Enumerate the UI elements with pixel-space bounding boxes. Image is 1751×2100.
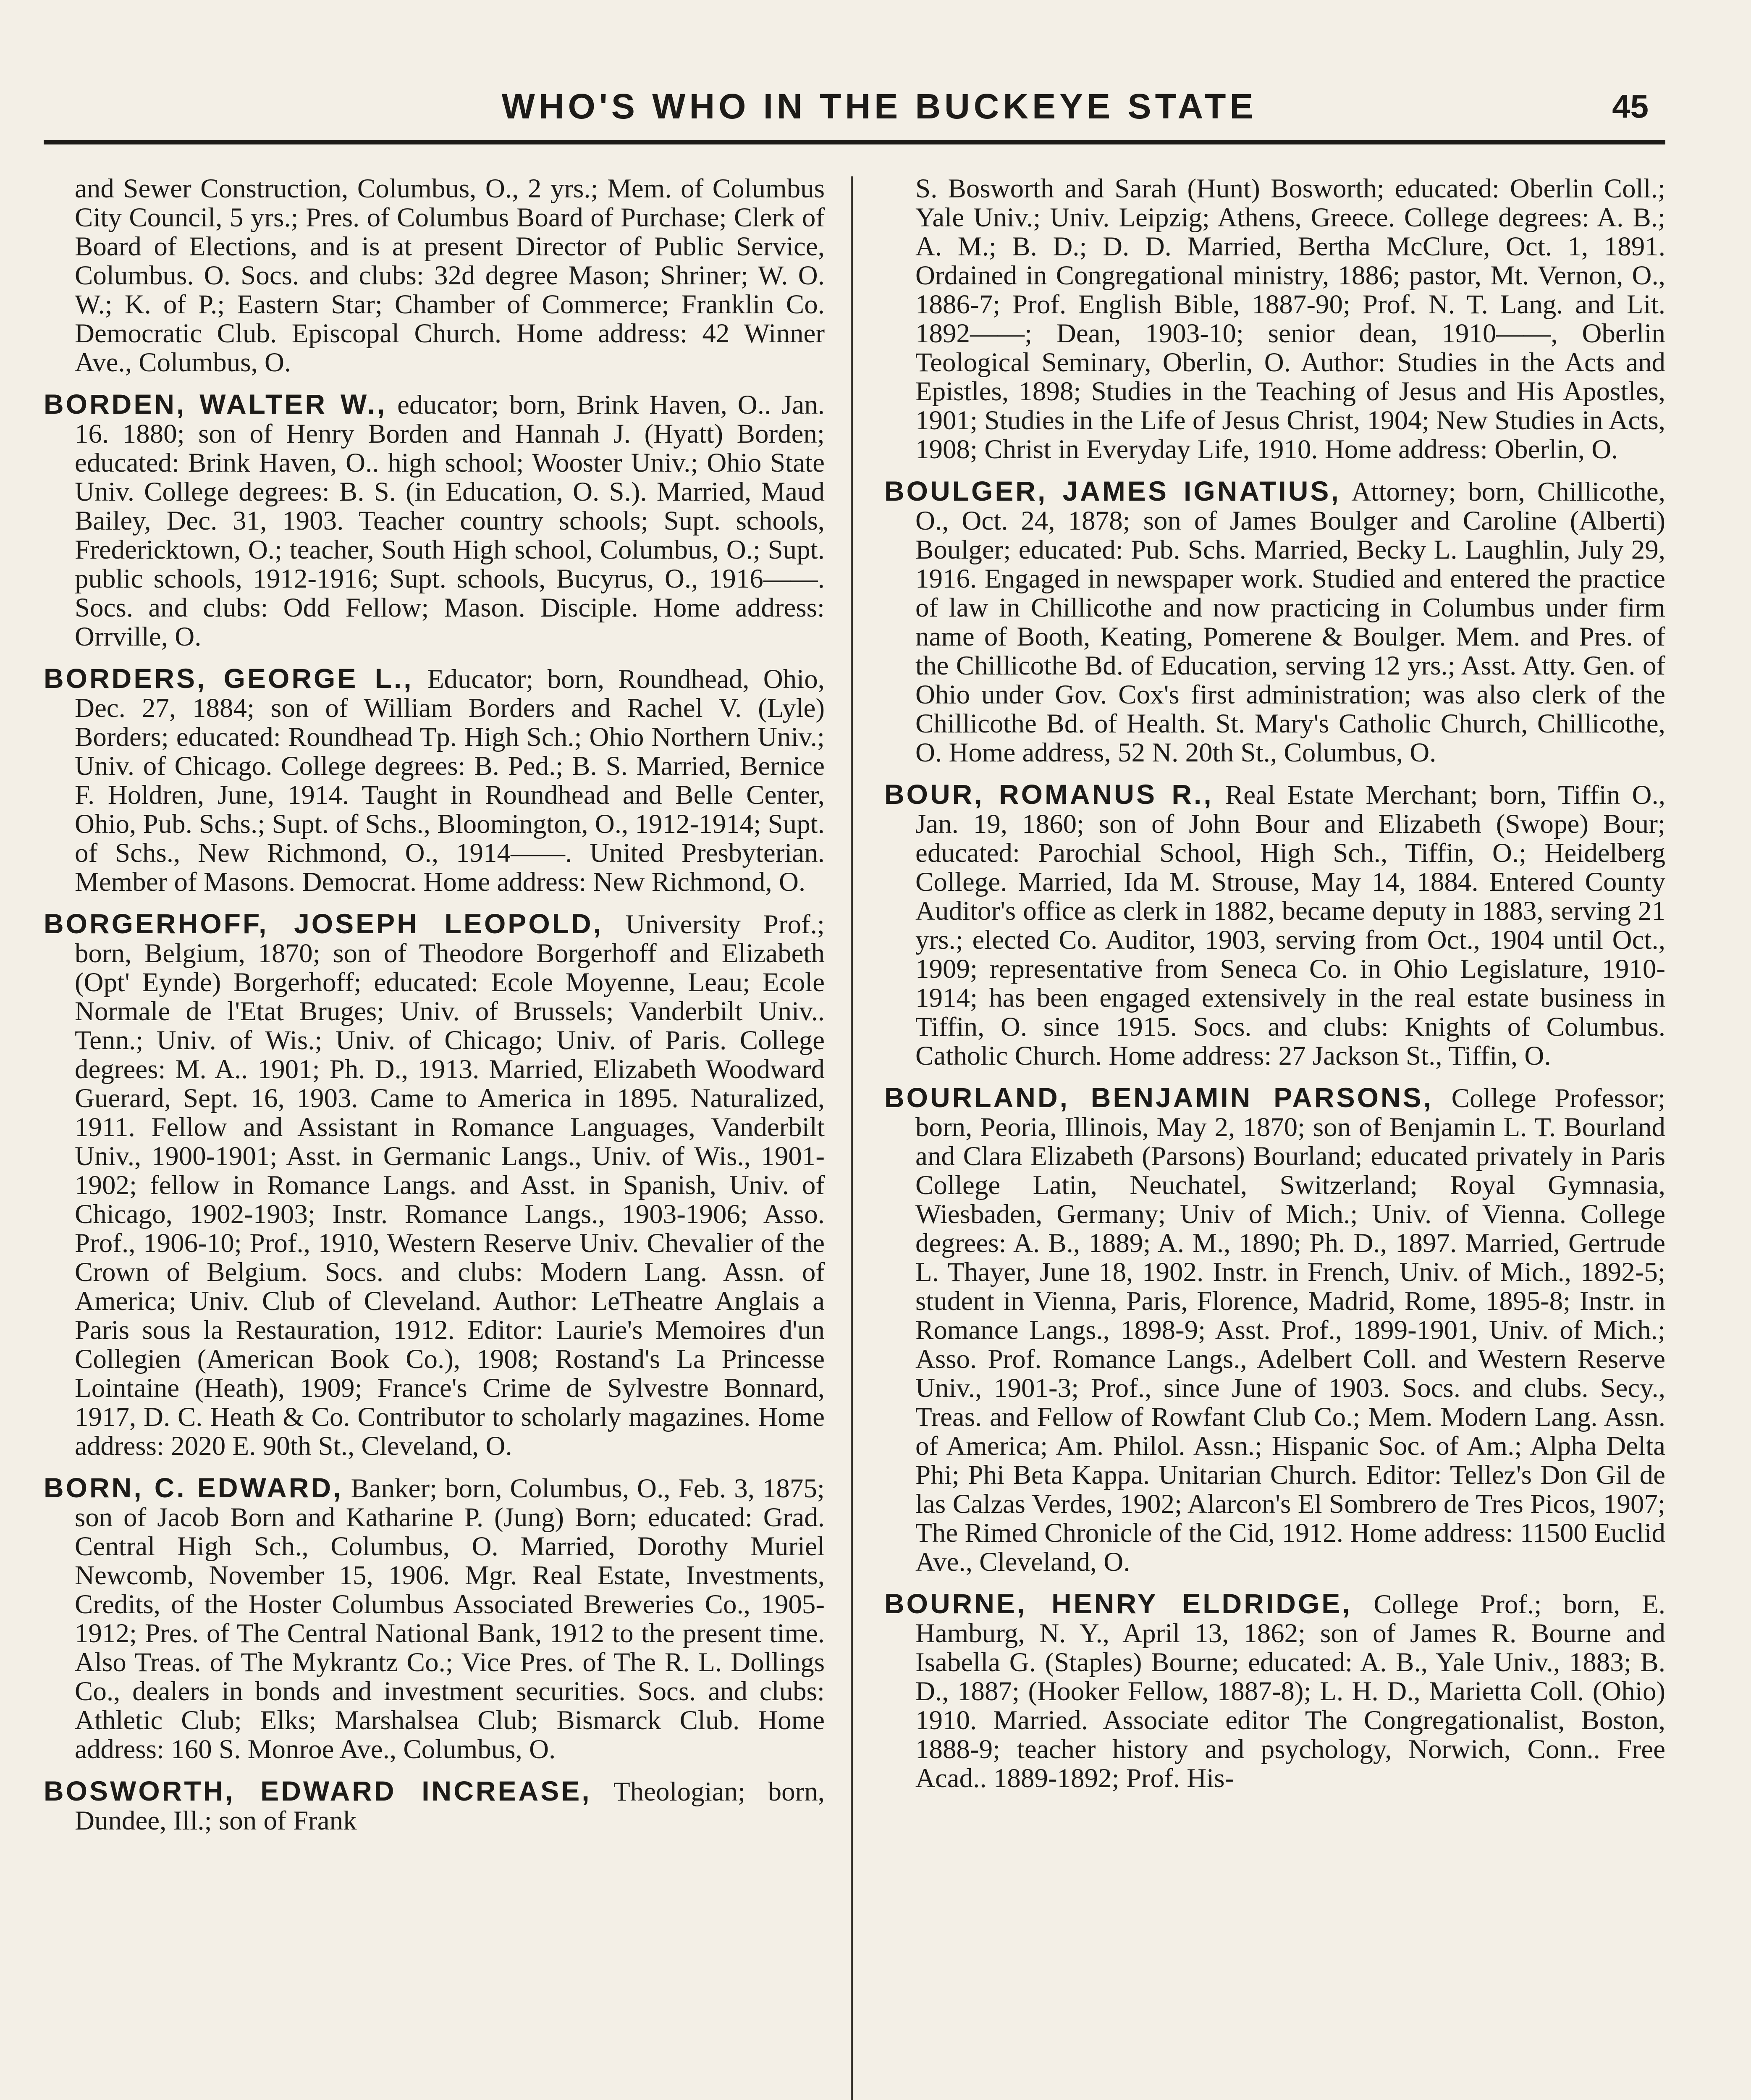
biography-entry bbox=[44, 1777, 825, 1835]
entry-text: educator; born, Brink Haven, O.. Jan. 16. 1880; son of Henry Borden and Hannah J. (Hyatt) Borden; educated: Brink Haven, O.. high school; Wooster Univ.; Ohio State Univ. College degrees: B. S. (in Education, O. S.). Married, Maud Bailey, Dec. 31, 1903. Teacher country schools; Supt. schools, Fredericktown, O.; teacher, South High school, Columbus, O.; Supt. public schools, 1912-1916; Supt. schools, Bucyrus, O., 1916——. Socs. and clubs: Odd Fellow; Mason. Disciple. Home address: Orrville, O. bbox=[75, 390, 825, 652]
entry-text: College Professor; born, Peoria, Illinois, May 2, 1870; son of Benjamin L. T. Bourland and Clara Elizabeth (Parsons) Bourland; educated privately in Paris College Latin, Neuchatel, Switzerland; Royal Gymnasia, Wiesbaden, Germany; Univ of Mich.; Univ. of Vienna. College degrees: A. B., 1889; A. M., 1890; Ph. D., 1897. Married, Gertrude L. Thayer, June 18, 1902. Instr. in French, Univ. of Mich., 1892-5; student in Vienna, Paris, Florence, Madrid, Rome, 1895-8; Instr. in Romance Langs., 1898-9; Asst. Prof., 1899-1901, Univ. of Mich.; Asso. Prof. Romance Langs., Adelbert Coll. and Western Reserve Univ., 1901-3; Prof., since June of 1903. Socs. and clubs. Secy., Treas. and Fellow of Rowfant Club Co.; Mem. Modern Lang. Assn. of America; Am. Philol. Assn.; Hispanic Soc. of Am.; Alpha Delta Phi; Phi Beta Kappa. Unitarian Church. Editor: Tellez's Don Gil de las Calzas Verdes, 1902; Alarcon's El Sombrero de Tres Picos, 1907; The Rimed Chronicle of the Cid, 1912. Home address: 11500 Euclid Ave., Cleveland, O. bbox=[915, 1083, 1665, 1577]
biography-entry bbox=[884, 477, 1665, 767]
entry-text: University Prof.; born, Belgium, 1870; son of Theodore Borgerhoff and Elizabeth (Opt' Eynde) Borgerhoff; educated: Ecole Moyenne, Leau; Ecole Normale de l'Etat Bruges; Univ. of Brussels; Vanderbilt Univ.. Tenn.; Univ. of Wis.; Univ. of Chicago; Univ. of Paris. College degrees: M. A.. 1901; Ph. D., 1913. Married, Elizabeth Woodward Guerard, Sept. 16, 1903. Came to America in 1895. Naturalized, 1911. Fellow and Assistant in Romance Languages, Vanderbilt Univ., 1900-1901; Asst. in Germanic Langs., Univ. of Wis., 1901-1902; fellow in Romance Langs. and Asst. in Spanish, Univ. of Chicago, 1902-1903; Instr. Romance Langs., 1903-1906; Asso. Prof., 1906-10; Prof., 1910, Western Reserve Univ. Chevalier of the Crown of Belgium. Socs. and clubs: Modern Lang. Assn. of America; Univ. Club of Cleveland. Author: LeTheatre Anglais a Paris sous la Restauration, 1912. Editor: Laurie's Memoires d'un Collegien (American Book Co.), 1908; Rostand's La Princesse Lointaine (Heath), 1909; France's Crime de Sylvestre Bonnard, 1917, D. C. Heath & Co. Contributor to scholarly magazines. Home address: 2020 E. 90th St., Cleveland, O. bbox=[75, 909, 825, 1461]
entry-text: S. Bosworth and Sarah (Hunt) Bosworth; educated: Oberlin Coll.; Yale Univ.; Univ. Leipzig; Athens, Greece. College degrees: A. B.; A. M.; B. D.; D. D. Married, Bertha McClure, Oct. 1, 1891. Ordained in Congregational ministry, 1886; pastor, Mt. Vernon, O., 1886-7; Prof. English Bible, 1887-90; Prof. N. T. Lang. and Lit. 1892——; Dean, 1903-10; senior dean, 1910——, Oberlin Teological Seminary, Oberlin, O. Author: Studies in the Acts and Epistles, 1898; Studies in the Teaching of Jesus and His Apostles, 1901; Studies in the Life of Jesus Christ, 1904; New Studies in Acts, 1908; Christ in Everyday Life, 1910. Home address: Oberlin, O. bbox=[915, 174, 1665, 465]
entry-name: BORGERHOFF, JOSEPH LEOPOLD, bbox=[44, 908, 603, 939]
entry-name: BOULGER, JAMES IGNATIUS, bbox=[884, 475, 1341, 507]
left-column bbox=[44, 174, 825, 2100]
running-head: WHO'S WHO IN THE BUCKEYE STATE bbox=[501, 87, 1257, 126]
entry-name: BORDERS, GEORGE L., bbox=[44, 663, 414, 694]
entry-name: BOUR, ROMANUS R., bbox=[884, 779, 1214, 810]
page-number: 45 bbox=[1612, 88, 1649, 125]
biography-entry bbox=[44, 1473, 825, 1764]
entry-text: Real Estate Merchant; born, Tiffin O., Jan. 19, 1860; son of John Bour and Elizabeth (Swope) Bour; educated: Parochial School, High Sch., Tiffin, O.; Heidelberg College. Married, Ida M. Strouse, May 14, 1884. Entered County Auditor's office as clerk in 1882, became deputy in 1883, serving 21 yrs.; elected Co. Auditor, 1903, serving from Oct., 1904 until Oct., 1909; representative from Seneca Co. in Ohio Legislature, 1910-1914; has been engaged extensively in the real estate business in Tiffin, O. since 1915. Socs. and clubs: Knights of Columbus. Catholic Church. Home address: 27 Jackson St., Tiffin, O. bbox=[915, 780, 1665, 1071]
entry-text: Attorney; born, Chillicothe, O., Oct. 24, 1878; son of James Boulger and Caroline (Alberti) Boulger; educated: Pub. Schs. Married, Becky L. Laughlin, July 29, 1916. Engaged in newspaper work. Studied and entered the practice of law in Chillicothe and now practicing in Columbus under firm name of Booth, Keating, Pomerene & Boulger. Mem. and Pres. of the Chillicothe Bd. of Education, serving 12 yrs.; Asst. Atty. Gen. of Ohio under Gov. Cox's first administration; was also clerk of the Chillicothe Bd. of Health. St. Mary's Catholic Church, Chillicothe, O. Home address, 52 N. 20th St., Columbus, O. bbox=[915, 477, 1665, 768]
biography-entry bbox=[884, 780, 1665, 1071]
biography-entry bbox=[884, 1083, 1665, 1577]
biography-entry bbox=[44, 390, 825, 651]
page-header bbox=[44, 75, 1665, 138]
biography-entry bbox=[44, 664, 825, 897]
entry-name: BOSWORTH, EDWARD INCREASE, bbox=[44, 1775, 592, 1806]
continuation-entry bbox=[44, 174, 825, 377]
biography-entry bbox=[884, 1589, 1665, 1793]
entry-name: BORDEN, WALTER W., bbox=[44, 388, 387, 420]
entry-name: BORN, C. EDWARD, bbox=[44, 1472, 343, 1503]
entry-text: Educator; born, Roundhead, Ohio, Dec. 27, 1884; son of William Borders and Rachel V. (Lyle) Borders; educated: Roundhead Tp. High Sch.; Ohio Northern Univ.; Univ. of Chicago. College degrees: B. Ped.; B. S. Married, Bernice F. Holdren, June, 1914. Taught in Roundhead and Belle Center, Ohio, Pub. Schs.; Supt. of Schs., Bloomington, O., 1912-1914; Supt. of Schs., New Richmond, O., 1914——. United Presbyterian. Member of Masons. Democrat. Home address: New Richmond, O. bbox=[75, 664, 825, 897]
entry-name: BOURLAND, BENJAMIN PARSONS, bbox=[884, 1082, 1433, 1113]
column-divider bbox=[851, 176, 853, 2100]
entry-text: Theologian; born, Dundee, Ill.; son of Frank bbox=[75, 1777, 825, 1836]
header-rule bbox=[44, 140, 1665, 144]
entry-text: College Prof.; born, E. Hamburg, N. Y., April 13, 1862; son of James R. Bourne and Isabella G. (Staples) Bourne; educated: A. B., Yale Univ., 1883; B. D., 1887; (Hooker Fellow, 1887-8); L. H. D., Marietta Coll. (Ohio) 1910. Married. Associate editor The Congregationalist, Boston, 1888-9; teacher history and psychology, Norwich, Conn.. Free Acad.. 1889-1892; Prof. His- bbox=[915, 1589, 1665, 1793]
continuation-entry bbox=[884, 174, 1665, 464]
right-column bbox=[884, 174, 1665, 2100]
entry-text: and Sewer Construction, Columbus, O., 2 yrs.; Mem. of Columbus City Council, 5 yrs.; Pres. of Columbus Board of Purchase; Clerk of Board of Elections, and is at present Director of Public Service, Columbus. O. Socs. and clubs: 32d degree Mason; Shriner; W. O. W.; K. of P.; Eastern Star; Chamber of Commerce; Franklin Co. Democratic Club. Episcopal Church. Home address: 42 Winner Ave., Columbus, O. bbox=[75, 174, 825, 378]
biography-entry bbox=[44, 909, 825, 1461]
entry-name: BOURNE, HENRY ELDRIDGE, bbox=[884, 1588, 1352, 1619]
entry-text: Banker; born, Columbus, O., Feb. 3, 1875; son of Jacob Born and Katharine P. (Jung) Born; educated: Grad. Central High Sch., Columbus, O. Married, Dorothy Muriel Newcomb, November 15, 1906. Mgr. Real Estate, Investments, Credits, of the Hoster Columbus Associated Breweries Co., 1905-1912; Pres. of The Central National Bank, 1912 to the present time. Also Treas. of The Mykrantz Co.; Vice Pres. of The R. L. Dollings Co., dealers in bonds and investment securities. Socs. and clubs: Athletic Club; Elks; Marshalsea Club; Bismarck Club. Home address: 160 S. Monroe Ave., Columbus, O. bbox=[75, 1473, 825, 1764]
